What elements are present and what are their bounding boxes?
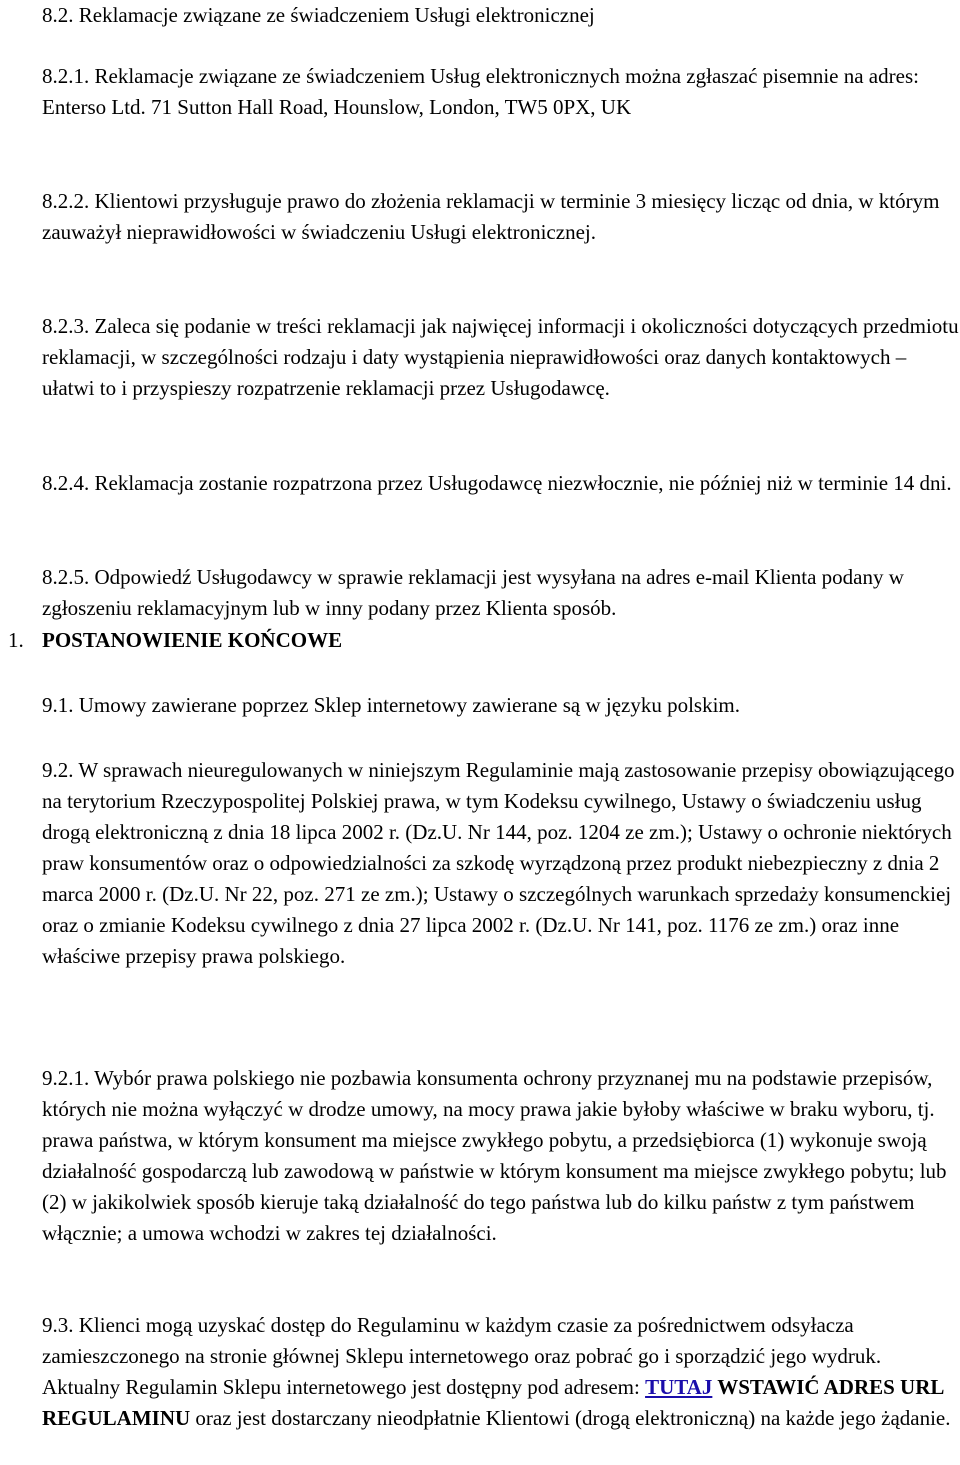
paragraph-9-2: 9.2. W sprawach nieuregulowanych w niniejszym Regulaminie mają zastosowanie przepisy obowiązującego na terytorium Rzeczypospolitej Polskiej prawa, w tym Kodeksu cywilnego, Ustawy o świadczeniu usług drogą elektroniczną z dnia 18 lipca 2002 r. (Dz.U. Nr 144, poz. 1204 ze zm.); Ustawy o ochronie niektórych praw konsumentów oraz o odpowiedzialności za szkodę wyrządzoną przez produkt niebezpieczny z dnia 2 marca 2000 r. (Dz.U. Nr 22, poz. 271 ze zm.); Ustawy o szczególnych warunkach sprzedaży konsumenckiej oraz o zmianie Kodeksu cywilnego z dnia 27 lipca 2002 r. (Dz.U. Nr 141, poz. 1176 ze zm.) oraz inne właściwe przepisy prawa polskiego. — [42, 758, 955, 968]
section-title: POSTANOWIENIE KOŃCOWE — [42, 628, 343, 652]
paragraph-8-2-4: 8.2.4. Reklamacja zostanie rozpatrzona przez Usługodawcę niezwłocznie, nie później niż w terminie 14 dni. — [42, 471, 952, 495]
paragraph-8-2: 8.2. Reklamacje związane ze świadczeniem Usługi elektronicznej — [42, 3, 595, 27]
paragraph-9-1: 9.1. Umowy zawierane poprzez Sklep internetowy zawierane są w języku polskim. — [42, 693, 741, 717]
paragraph-9-3 — [42, 1310, 960, 1434]
section-number: 1. — [8, 628, 24, 652]
url-placeholder-text: WSTAWIĆ ADRES URL REGULAMINU — [42, 1375, 944, 1430]
paragraph-9-2-1: 9.2.1. Wybór prawa polskiego nie pozbawia konsumenta ochrony przyznanej mu na podstawie przepisów, których nie można wyłączyć w drodze umowy, na mocy prawa jakie byłoby właściwe w braku wyboru, tj. prawa państwa, w którym konsument ma miejsce zwykłego pobytu, a przedsiębiorca (1) wykonuje swoją działalność gospodarczą lub zawodową w państwie w którym konsument ma miejsce zwykłego pobytu; lub (2) w jakikolwiek sposób kieruje taką działalność do tego państwa lub do kilku państw z tym państwem włącznie; a umowa wchodzi w zakres tej działalności. — [42, 1066, 947, 1245]
regulamin-link[interactable]: TUTAJ — [645, 1375, 713, 1399]
paragraph-8-2-2: 8.2.2. Klientowi przysługuje prawo do złożenia reklamacji w terminie 3 miesięcy licząc od dnia, w którym zauważył nieprawidłowości w świadczeniu Usługi elektronicznej. — [42, 189, 940, 244]
paragraph-8-2-3: 8.2.3. Zaleca się podanie w treści reklamacji jak najwięcej informacji i okoliczności dotyczących przedmiotu reklamacji, w szczególności rodzaju i daty wystąpienia nieprawidłowości oraz danych kontaktowych – ułatwi to i przyspieszy rozpatrzenie reklamacji przez Usługodawcę. — [42, 314, 959, 400]
paragraph-9-3-text-before: 9.3. Klienci mogą uzyskać dostęp do Regulaminu w każdym czasie za pośrednictwem odsyłacza zamieszczonego na stronie głównej Sklepu internetowego oraz pobrać go i sporządzić jego wydruk. Aktualny Regulamin Sklepu internetowego jest dostępny pod adresem: — [42, 1313, 882, 1399]
paragraph-8-2-5: 8.2.5. Odpowiedź Usługodawcy w sprawie reklamacji jest wysyłana na adres e-mail Klienta podany w zgłoszeniu reklamacyjnym lub w inny podany przez Klienta sposób. — [42, 565, 904, 620]
paragraph-8-2-1: 8.2.1. Reklamacje związane ze świadczeniem Usług elektronicznych można zgłaszać pisemnie na adres: Enterso Ltd. 71 Sutton Hall Road, Hounslow, London, TW5 0PX, UK — [42, 64, 919, 119]
section-heading — [8, 625, 342, 656]
paragraph-9-3-text-after: oraz jest dostarczany nieodpłatnie Klientowi (drogą elektroniczną) na każde jego żądanie. — [190, 1406, 951, 1430]
